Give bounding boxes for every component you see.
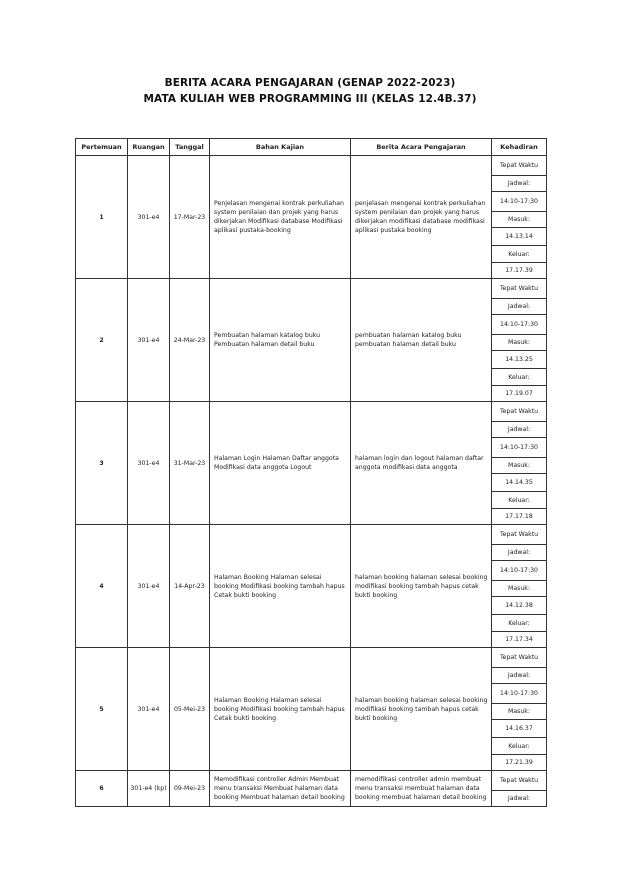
ruangan-cell: 301-e4 (kp) (128, 771, 170, 807)
ruangan-cell: 301-e4 (128, 525, 170, 648)
tanggal-cell: 17-Mar-23 (170, 156, 210, 279)
header-tanggal: Tanggal (170, 139, 210, 156)
kehadiran-jadwal-label: Jadwal: (492, 176, 547, 192)
ruangan-cell: 301-e4 (128, 279, 170, 402)
header-ruangan: Ruangan (128, 139, 170, 156)
bahan-kajian-cell: Halaman Login Halaman Daftar anggota Modifikasi data anggota Logout (210, 402, 351, 525)
kehadiran-tepat-waktu: Tepat Waktu (492, 525, 547, 545)
kehadiran-jadwal-value: 14:10-17:30 (492, 192, 547, 212)
kehadiran-jadwal-value: 14:10-17:30 (492, 561, 547, 581)
pertemuan-cell: 3 (76, 402, 128, 525)
kehadiran-tepat-waktu: Tepat Waktu (492, 648, 547, 668)
bahan-kajian-cell: Memodifikasi controller Admin Membuat menu transaksi Membuat halaman data booking Membuat halaman detail booking (210, 771, 351, 807)
pertemuan-cell: 1 (76, 156, 128, 279)
teaching-record-table (75, 138, 547, 807)
tanggal-cell: 14-Apr-23 (170, 525, 210, 648)
bahan-kajian-cell: Halaman Booking Halaman selesai booking Modifikasi booking tambah hapus Cetak bukti booking (210, 648, 351, 771)
berita-acara-cell: pembuatan halaman katalog buku pembuatan halaman detail buku (351, 279, 492, 402)
tanggal-cell: 31-Mar-23 (170, 402, 210, 525)
pertemuan-cell: 5 (76, 648, 128, 771)
kehadiran-keluar-value: 17.17.18 (492, 509, 547, 525)
ruangan-cell: 301-e4 (128, 648, 170, 771)
kehadiran-tepat-waktu: Tepat Waktu (492, 156, 547, 176)
pertemuan-cell: 4 (76, 525, 128, 648)
tanggal-cell: 05-Mei-23 (170, 648, 210, 771)
kehadiran-keluar-value: 17.17.34 (492, 632, 547, 648)
ruangan-cell: 301-e4 (128, 402, 170, 525)
kehadiran-tepat-waktu: Tepat Waktu (492, 771, 547, 791)
kehadiran-jadwal-label: Jadwal: (492, 668, 547, 684)
kehadiran-keluar-value: 17.21.39 (492, 755, 547, 771)
berita-acara-cell: memodifikasi controller admin membuat menu transaksi membuat halaman data booking membuat halaman detail booking (351, 771, 492, 807)
table-row (76, 771, 547, 791)
kehadiran-jadwal-value: 14:10-17:30 (492, 315, 547, 335)
bahan-kajian-cell: Pembuatan halaman katalog buku Pembuatan halaman detail buku (210, 279, 351, 402)
kehadiran-keluar-label: Keluar: (492, 369, 547, 386)
kehadiran-masuk-value: 14.16.37 (492, 720, 547, 738)
kehadiran-jadwal-value: 14:10-17:30 (492, 684, 547, 704)
pertemuan-cell: 6 (76, 771, 128, 807)
table-row (76, 525, 547, 545)
kehadiran-keluar-value: 17.17.39 (492, 263, 547, 279)
kehadiran-masuk-label: Masuk: (492, 458, 547, 474)
kehadiran-masuk-label: Masuk: (492, 335, 547, 351)
berita-acara-cell: halaman booking halaman selesai booking modifikasi booking tambah hapus cetak bukti booking (351, 525, 492, 648)
kehadiran-masuk-label: Masuk: (492, 212, 547, 228)
kehadiran-jadwal-label: Jadwal: (492, 791, 547, 807)
kehadiran-jadwal-label: Jadwal: (492, 422, 547, 438)
table-row (76, 279, 547, 299)
header-berita-acara: Berita Acara Pengajaran (351, 139, 492, 156)
header-pertemuan: Pertemuan (76, 139, 128, 156)
kehadiran-masuk-value: 14.12.38 (492, 597, 547, 615)
table-row (76, 156, 547, 176)
kehadiran-keluar-label: Keluar: (492, 738, 547, 755)
document-title-line2: MATA KULIAH WEB PROGRAMMING III (KELAS 12.4B.37) (143, 93, 477, 105)
kehadiran-jadwal-label: Jadwal: (492, 299, 547, 315)
kehadiran-keluar-value: 17.19.07 (492, 386, 547, 402)
kehadiran-keluar-label: Keluar: (492, 615, 547, 632)
kehadiran-masuk-label: Masuk: (492, 581, 547, 597)
berita-acara-cell: halaman booking halaman selesai booking modifikasi booking tambah hapus cetak bukti booking (351, 648, 492, 771)
kehadiran-tepat-waktu: Tepat Waktu (492, 279, 547, 299)
kehadiran-masuk-value: 14.14.35 (492, 474, 547, 492)
tanggal-cell: 09-Mei-23 (170, 771, 210, 807)
berita-acara-cell: penjelasan mengenai kontrak perkuliahan system penilaian dan projek yang harus dikerjakan modifikasi database modifikasi aplikasi pustaka booking (351, 156, 492, 279)
kehadiran-masuk-value: 14.13.25 (492, 351, 547, 369)
bahan-kajian-cell: Halaman Booking Halaman selesai booking Modifikasi booking tambah hapus Cetak bukti booking (210, 525, 351, 648)
berita-acara-cell: halaman login dan logout halaman daftar anggota modifikasi data anggota (351, 402, 492, 525)
ruangan-cell: 301-e4 (128, 156, 170, 279)
header-kehadiran: Kehadiran (492, 139, 547, 156)
kehadiran-tepat-waktu: Tepat Waktu (492, 402, 547, 422)
kehadiran-keluar-label: Keluar: (492, 492, 547, 509)
kehadiran-jadwal-label: Jadwal: (492, 545, 547, 561)
kehadiran-masuk-label: Masuk: (492, 704, 547, 720)
table-row (76, 648, 547, 668)
bahan-kajian-cell: Penjelasan mengenai kontrak perkuliahan system penilaian dan projek yang harus dikerjakan Modifikasi database Modifikasi aplikasi pustaka-booking (210, 156, 351, 279)
document-title-line1: BERITA ACARA PENGAJARAN (GENAP 2022-2023) (164, 77, 456, 89)
header-bahan-kajian: Bahan Kajian (210, 139, 351, 156)
kehadiran-masuk-value: 14.13.14 (492, 228, 547, 246)
kehadiran-keluar-label: Keluar: (492, 246, 547, 263)
pertemuan-cell: 2 (76, 279, 128, 402)
kehadiran-jadwal-value: 14:10-17:30 (492, 438, 547, 458)
tanggal-cell: 24-Mar-23 (170, 279, 210, 402)
table-row (76, 402, 547, 422)
table-header-row (76, 139, 547, 156)
